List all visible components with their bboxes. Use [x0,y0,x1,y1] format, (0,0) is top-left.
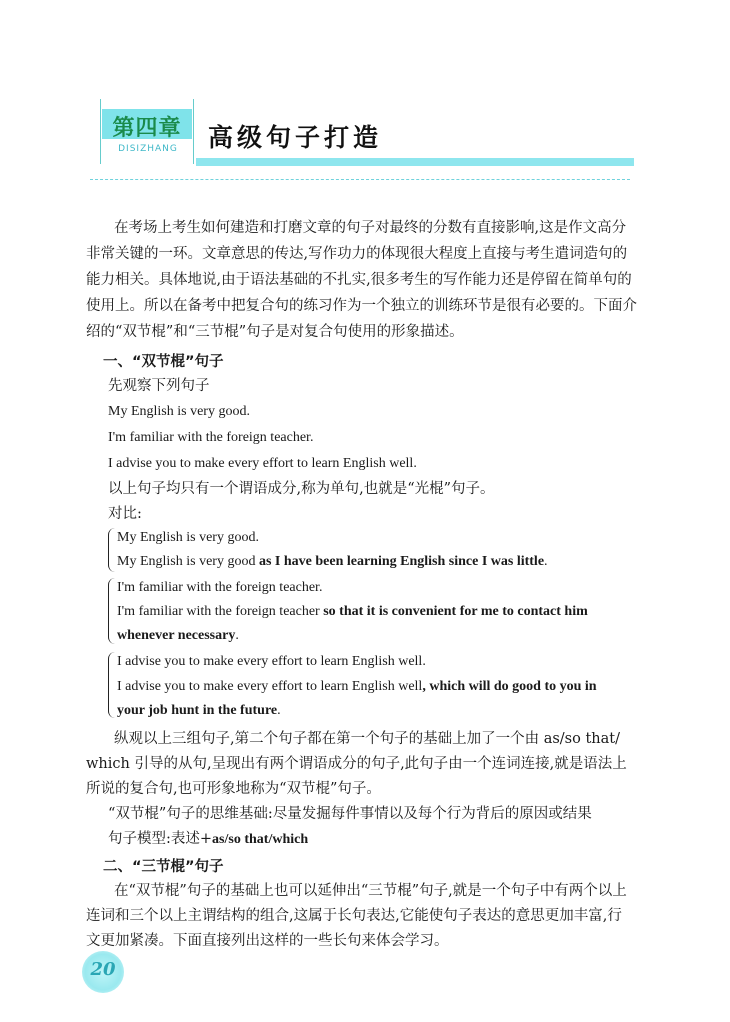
basis-text: “双节棍”句子的思维基础:尽量发掘每件事情以及每个行为背后的原因或结果 [108,806,592,822]
section2-line: 在“双节棍”句子的基础上也可以延伸出“三节棍”句子,就是一个句子中有两个以上 [114,883,627,899]
sentence-plain: I advise you to make every effort to learn English well [117,679,423,694]
compare-label: 对比: [108,506,142,522]
sentence-end: . [544,554,548,569]
compare-sentence [117,602,588,622]
chapter-label: 第四章 [112,116,182,141]
page-number-badge [82,951,124,993]
sentence-clause: , which will do good to you in [422,679,597,694]
example-sentence: I advise you to make every effort to learn English well. [108,456,417,471]
sentence-model [108,829,308,850]
explain-line: 所说的复合句,也可形象地称为“双节棍”句子。 [86,781,381,797]
header-dashed-divider [90,179,630,180]
compare-sentence: My English is very good. [117,530,259,545]
explain-line: which 引导的从句,呈现出有两个谓语成分的句子,此句子由一个连词连接,就是语法上 [86,756,627,772]
brace-bracket [108,652,115,718]
compare-sentence [117,677,597,697]
sentence-clause: as I have been learning English since I was little [258,554,545,569]
chapter-subtitle: DISIZHANG [118,144,178,154]
compare-sentence: I advise you to make every effort to learn English well. [117,654,426,669]
intro-line: 使用上。所以在备考中把复合句的练习作为一个独立的训练环节是很有必要的。下面介 [86,298,637,314]
brace-bracket [108,528,115,572]
compare-sentence [117,626,239,646]
observe-text: 先观察下列句子 [108,378,210,394]
model-label: 句子模型:表述+ [108,831,213,847]
intro-line: 绍的“双节棍”和“三节棍”句子是对复合句使用的形象描述。 [86,324,464,340]
explain-line: 纵观以上三组句子,第二个句子都在第一个句子的基础上加了一个由 as/so that/ [114,731,620,747]
intro-line: 在考场上考生如何建造和打磨文章的句子对最终的分数有直接影响,这是作文高分 [114,220,627,236]
compare-sentence [117,552,548,572]
sentence-plain: My English is very good [117,554,259,569]
intro-line: 非常关键的一环。文章意思的传达,写作功力的体现很大程度上直接与考生遣词造句的 [86,246,628,262]
chapter-title: 高级句子打造 [208,123,383,152]
brace-bracket [108,578,115,644]
intro-line: 能力相关。具体地说,由于语法基础的不扎实,很多考生的写作能力还是停留在简单句的 [86,272,632,288]
section2-line: 连词和三个以上主谓结构的组合,这属于长句表达,它能使句子表达的意思更加丰富,行 [86,908,622,924]
compare-sentence [117,701,281,721]
section-heading: 二、“三节棍”句子 [103,859,224,875]
section2-line: 文更加紧凑。下面直接列出这样的一些长句来体会学习。 [86,933,449,949]
sentence-end: . [235,628,239,643]
simple-note: 以上句子均只有一个谓语成分,称为单句,也就是“光棍”句子。 [108,481,495,497]
example-sentence: My English is very good. [108,404,250,419]
title-underline-bar [196,158,634,166]
section-heading: 一、“双节棍”句子 [103,354,224,370]
model-conjunctions: as/so that/which [212,832,309,847]
sentence-end: . [277,703,281,718]
sentence-plain: I'm familiar with the foreign teacher [117,604,324,619]
sentence-clause: whenever necessary [117,628,236,643]
page-number: 20 [90,959,116,980]
compare-sentence: I'm familiar with the foreign teacher. [117,580,323,595]
sentence-clause: your job hunt in the future [117,703,278,718]
example-sentence: I'm familiar with the foreign teacher. [108,430,314,445]
sentence-clause: so that it is convenient for me to contact him [323,604,588,619]
